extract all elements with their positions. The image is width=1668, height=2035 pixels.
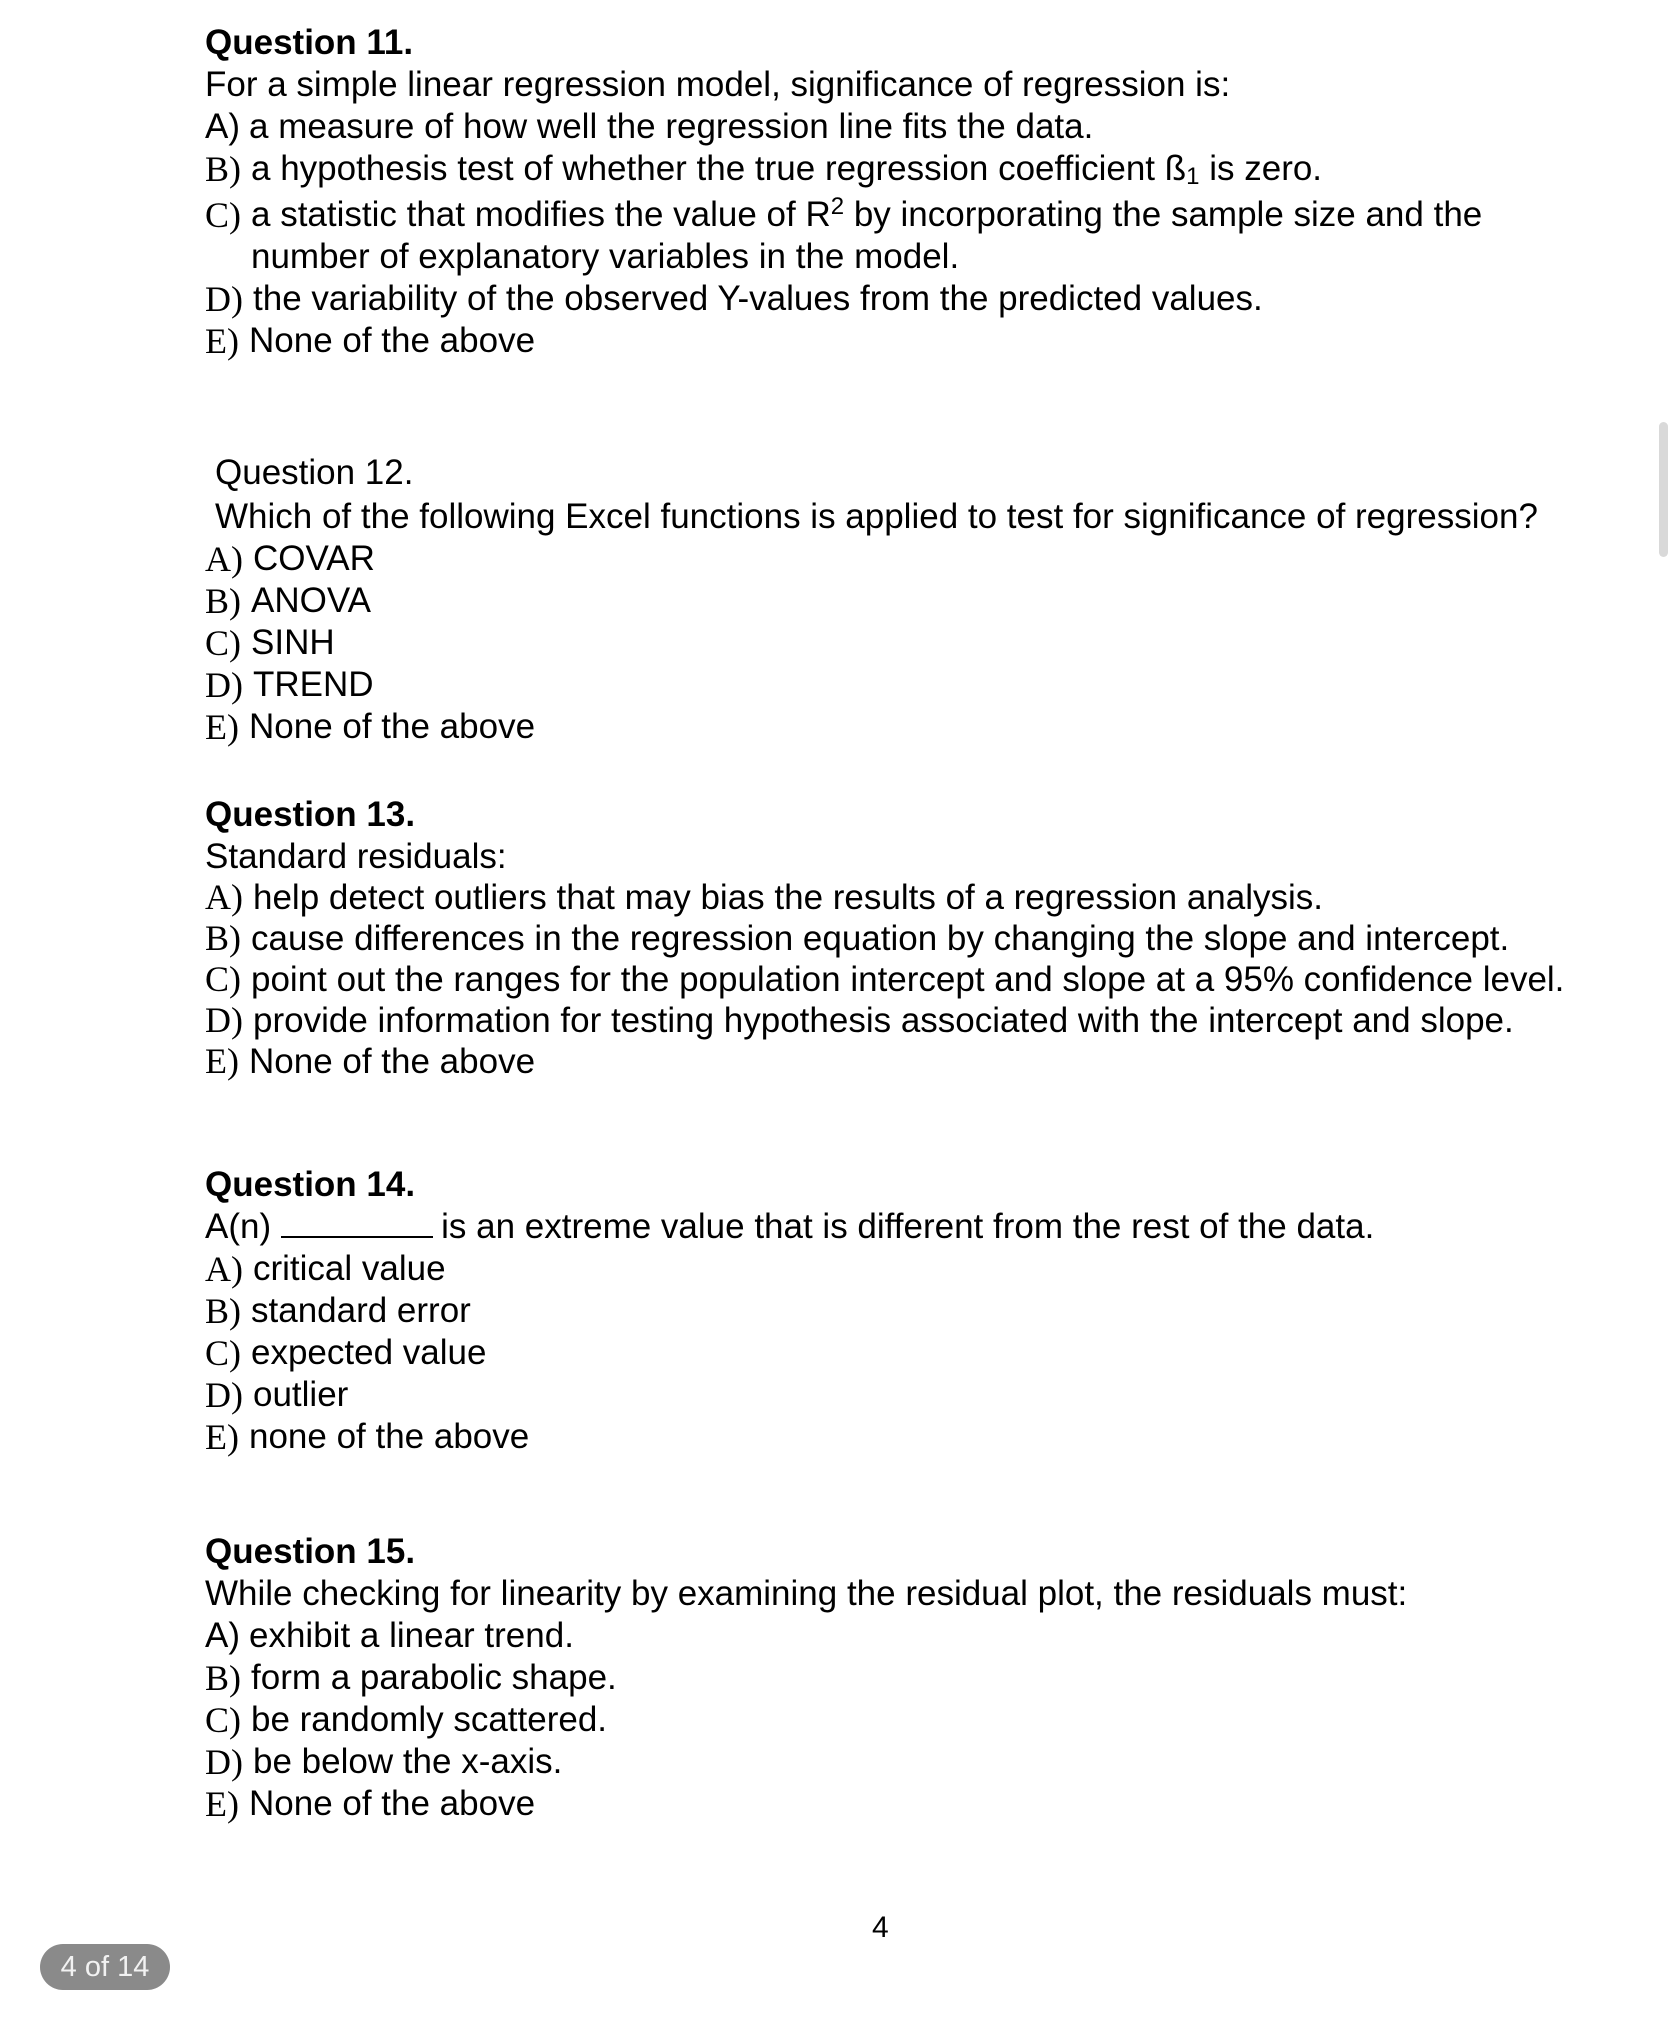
option-text bbox=[251, 194, 1511, 278]
option-d bbox=[205, 278, 1605, 320]
option-text bbox=[251, 148, 1322, 190]
option-e bbox=[205, 1041, 1605, 1082]
option-d bbox=[205, 1741, 1605, 1783]
page-number: 4 bbox=[872, 1911, 889, 1944]
option-text: be below the x-axis. bbox=[253, 1742, 563, 1781]
option-letter: D) bbox=[205, 279, 243, 319]
question-15 bbox=[205, 1531, 1605, 1825]
question-14 bbox=[205, 1164, 1605, 1458]
option-letter: E) bbox=[205, 1784, 239, 1824]
question-stem: While checking for linearity by examining the residual plot, the residuals must: bbox=[205, 1574, 1408, 1613]
option-c bbox=[205, 194, 1605, 278]
question-stem: For a simple linear regression model, significance of regression is: bbox=[205, 65, 1231, 104]
option-text: the variability of the observed Y-values from the predicted values. bbox=[253, 279, 1263, 318]
option-b bbox=[205, 1290, 1605, 1332]
option-letter: C) bbox=[205, 959, 241, 999]
option-letter: E) bbox=[205, 1417, 239, 1457]
option-letter: B) bbox=[205, 918, 241, 958]
question-13 bbox=[205, 794, 1605, 1082]
option-text: cause differences in the regression equation by changing the slope and intercept. bbox=[251, 919, 1510, 958]
option-text: provide information for testing hypothesis associated with the intercept and slope. bbox=[253, 1001, 1514, 1040]
scrollbar-thumb[interactable] bbox=[1659, 422, 1668, 557]
option-b bbox=[205, 580, 1605, 622]
option-letter: D) bbox=[205, 665, 243, 705]
option-text: a measure of how well the regression line fits the data. bbox=[249, 107, 1094, 146]
option-text-part: by incorporating the sample size and the number of explanatory variables in the model. bbox=[251, 195, 1483, 276]
option-e bbox=[205, 1416, 1605, 1458]
option-letter: B) bbox=[205, 149, 241, 189]
option-text-part: a statistic that modifies the value of R bbox=[251, 195, 831, 234]
question-title: Question 12. bbox=[215, 453, 414, 492]
option-letter: D) bbox=[205, 1375, 243, 1415]
option-text: critical value bbox=[253, 1249, 446, 1288]
option-text: None of the above bbox=[248, 321, 536, 360]
option-a bbox=[205, 877, 1605, 918]
option-a bbox=[205, 1248, 1605, 1290]
option-text: form a parabolic shape. bbox=[251, 1658, 617, 1697]
option-d bbox=[205, 664, 1605, 706]
option-letter: E) bbox=[205, 707, 239, 747]
option-letter: C) bbox=[205, 195, 241, 235]
option-letter: A) bbox=[205, 877, 243, 917]
question-title: Question 11. bbox=[205, 23, 414, 62]
option-b bbox=[205, 148, 1605, 190]
option-text: outlier bbox=[253, 1375, 349, 1414]
option-letter: C) bbox=[205, 623, 241, 663]
option-text: COVAR bbox=[253, 539, 375, 578]
question-11 bbox=[205, 22, 1605, 362]
stem-text-post: is an extreme value that is different from the rest of the data. bbox=[441, 1207, 1375, 1246]
option-letter: C) bbox=[205, 1700, 241, 1740]
option-letter: C) bbox=[205, 1333, 241, 1373]
option-letter: E) bbox=[205, 1041, 239, 1081]
option-c bbox=[205, 959, 1605, 1000]
option-e bbox=[205, 1783, 1605, 1825]
option-letter: A) bbox=[205, 539, 243, 579]
option-b bbox=[205, 1657, 1605, 1699]
question-stem: Standard residuals: bbox=[205, 837, 507, 876]
option-text: standard error bbox=[251, 1291, 471, 1330]
option-d bbox=[205, 1374, 1605, 1416]
question-stem: Which of the following Excel functions is applied to test for significance of regression? bbox=[215, 497, 1538, 536]
option-a bbox=[205, 538, 1605, 580]
option-letter: A) bbox=[205, 1616, 240, 1655]
page-indicator-badge: 4 of 14 bbox=[40, 1944, 170, 1990]
question-title: Question 14. bbox=[205, 1165, 416, 1204]
option-text: None of the above bbox=[248, 707, 536, 746]
fill-in-blank bbox=[281, 1206, 433, 1238]
option-text: none of the above bbox=[248, 1417, 530, 1456]
option-letter: E) bbox=[205, 321, 239, 361]
option-letter: B) bbox=[205, 581, 241, 621]
option-text: exhibit a linear trend. bbox=[249, 1616, 574, 1655]
option-text: None of the above bbox=[248, 1784, 536, 1823]
option-text: ANOVA bbox=[251, 581, 371, 620]
option-text: expected value bbox=[251, 1333, 487, 1372]
option-text: SINH bbox=[251, 623, 335, 662]
option-text-part: a hypothesis test of whether the true regression coefficient ß bbox=[251, 149, 1187, 188]
question-stem bbox=[205, 1206, 1605, 1248]
question-title: Question 13. bbox=[205, 795, 416, 834]
option-a bbox=[205, 1615, 1605, 1657]
option-letter: A) bbox=[205, 1249, 243, 1289]
option-letter: B) bbox=[205, 1291, 241, 1331]
option-b bbox=[205, 918, 1605, 959]
option-letter: D) bbox=[205, 1000, 243, 1040]
option-text: be randomly scattered. bbox=[251, 1700, 608, 1739]
option-c bbox=[205, 1332, 1605, 1374]
option-text: point out the ranges for the population intercept and slope at a 95% confidence level. bbox=[251, 960, 1565, 999]
option-c bbox=[205, 1699, 1605, 1741]
option-letter: A) bbox=[205, 107, 240, 146]
option-a bbox=[205, 106, 1605, 148]
option-text: TREND bbox=[253, 665, 374, 704]
option-e bbox=[205, 706, 1605, 748]
option-e bbox=[205, 320, 1605, 362]
option-letter: D) bbox=[205, 1742, 243, 1782]
question-12 bbox=[205, 452, 1605, 748]
superscript: 2 bbox=[830, 193, 845, 220]
option-text-part: is zero. bbox=[1199, 149, 1323, 188]
stem-text-pre: A(n) bbox=[205, 1207, 272, 1246]
subscript: 1 bbox=[1186, 163, 1200, 190]
option-text: help detect outliers that may bias the results of a regression analysis. bbox=[253, 878, 1323, 917]
option-letter: B) bbox=[205, 1658, 241, 1698]
question-title: Question 15. bbox=[205, 1532, 416, 1571]
option-c bbox=[205, 622, 1605, 664]
option-d bbox=[205, 1000, 1605, 1041]
option-text: None of the above bbox=[248, 1042, 536, 1081]
